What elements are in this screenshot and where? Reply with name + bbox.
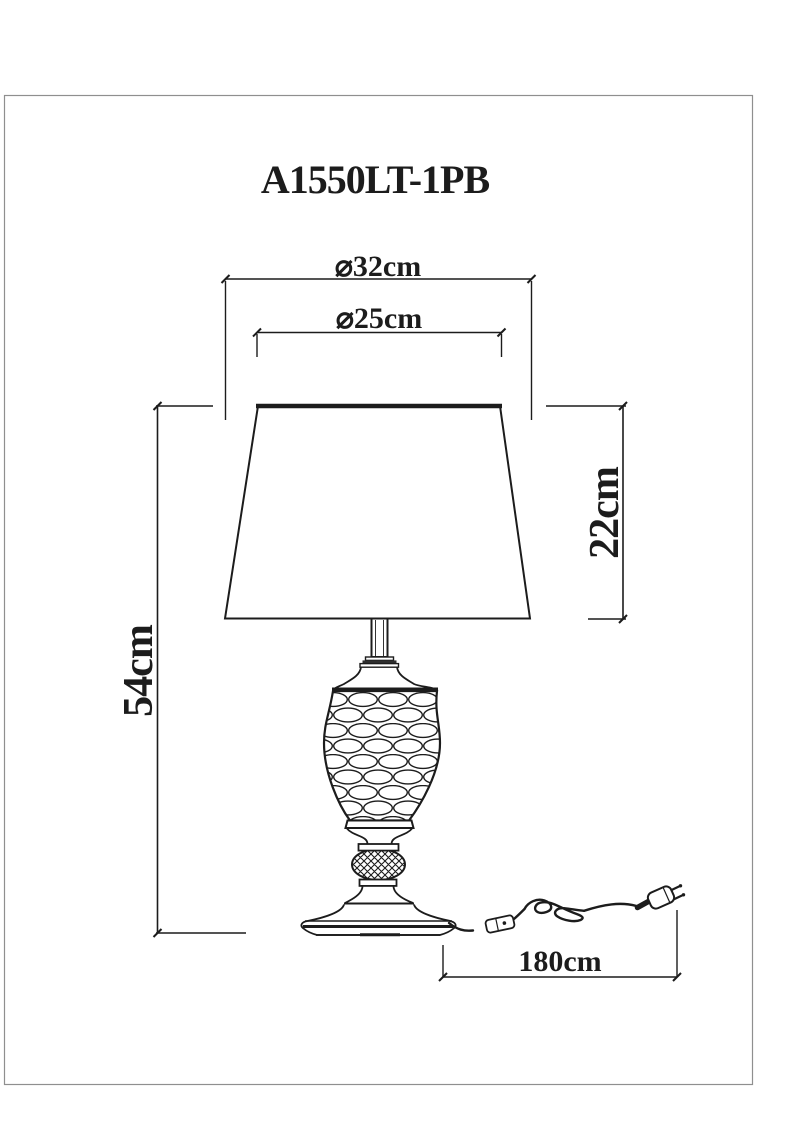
switch-body	[485, 915, 515, 934]
lamp-ball	[352, 844, 405, 886]
inline-switch	[485, 915, 515, 934]
cord-segment	[584, 904, 638, 911]
ball-upper-ring	[359, 844, 399, 851]
dim-label-shade-top-diameter: ⌀25cm	[335, 302, 423, 335]
power-plug	[646, 884, 685, 910]
lamp-shade	[225, 406, 530, 619]
shoulder-curve	[333, 667, 437, 690]
dim-label-total-height: 54cm	[116, 625, 162, 717]
ball-crosshatch	[352, 849, 405, 880]
dim-label-cord-length: 180cm	[518, 945, 602, 978]
collar-ring	[360, 664, 399, 668]
dim-label-shade-height: 22cm	[582, 467, 628, 559]
lamp-stem	[333, 619, 437, 691]
lamp-body	[324, 690, 440, 845]
waist-curve	[347, 828, 413, 844]
model-number-title: A1550LT-1PB	[260, 157, 490, 202]
cord-segment	[514, 909, 525, 919]
plug-prong-tip	[679, 884, 682, 887]
plug-body	[646, 885, 676, 911]
body-bottom-rim	[346, 821, 414, 829]
lamp-base	[301, 886, 455, 935]
dim-shade-bottom-diameter	[222, 275, 536, 420]
stem-tube	[372, 619, 388, 658]
body-outline	[324, 691, 440, 821]
ball-lower-ring	[360, 880, 397, 886]
plug-prong-tip	[682, 893, 685, 896]
plug-prong	[671, 886, 681, 891]
collar-ring	[366, 657, 394, 660]
foot-flare	[345, 886, 413, 903]
power-cord	[449, 900, 652, 934]
cord-knot	[525, 900, 585, 921]
dim-total-height	[154, 402, 247, 937]
dim-label-shade-bottom-diameter: ⌀32cm	[334, 250, 422, 283]
shade-outline	[225, 406, 530, 619]
base-flare	[308, 905, 451, 922]
